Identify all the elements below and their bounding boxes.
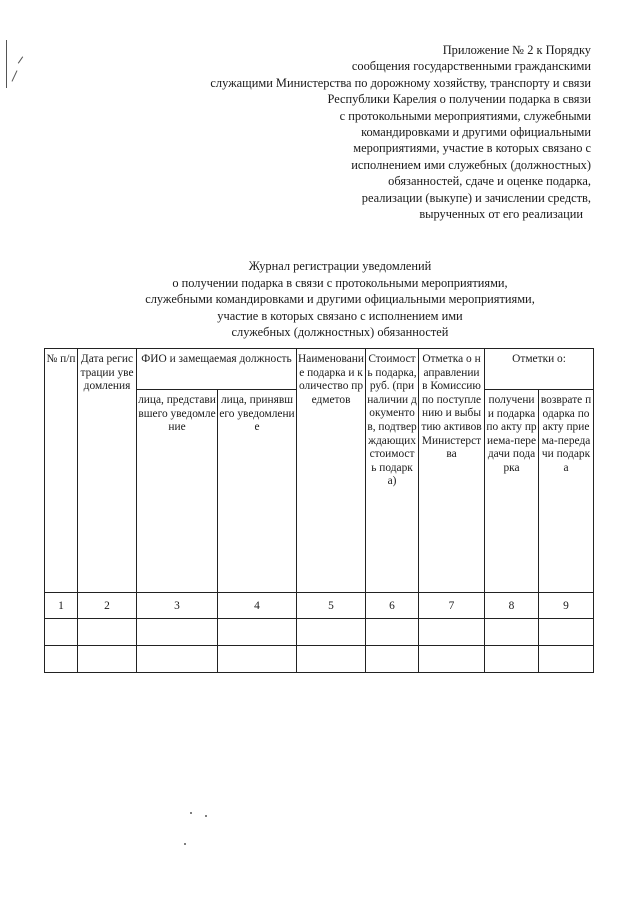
header-date: Дата регистрации уведомления — [78, 349, 137, 593]
column-number: 9 — [539, 593, 594, 619]
appendix-line: с протокольными мероприятиями, служебными — [339, 108, 591, 123]
appendix-line: Республики Карелия о получении подарка в связи — [327, 92, 591, 107]
appendix-line: вырученных от его реализации — [419, 207, 583, 222]
table-cell — [297, 619, 366, 646]
appendix-line: командировками и другими официальными — [361, 125, 591, 140]
header-cost: Стоимость подарка, руб. (при наличии документов, подтверждающих стоимость подарка) — [366, 349, 419, 593]
registration-journal-table — [44, 348, 594, 673]
appendix-line: исполнением ими служебных (должностных) — [351, 157, 591, 172]
table-cell — [366, 619, 419, 646]
appendix-line: сообщения государственными гражданскими — [351, 59, 591, 74]
scan-dot — [184, 843, 186, 845]
header-fio-receiver: лица, принявшего уведомление — [218, 390, 297, 593]
table-cell — [366, 646, 419, 673]
appendix-note — [151, 42, 591, 222]
scan-mark — [12, 70, 18, 81]
table-cell — [218, 646, 297, 673]
header-commission: Отметка о направлении в Комиссию по поступлению и выбытию активов Министерства — [419, 349, 485, 593]
column-number: 4 — [218, 593, 297, 619]
scan-dot — [190, 812, 192, 814]
title-line: служебных (должностных) обязанностей — [231, 325, 449, 340]
header-returned: возврате подарка по акту приема-передачи подарка — [539, 390, 594, 593]
column-number: 6 — [366, 593, 419, 619]
appendix-line: Приложение № 2 к Порядку — [442, 43, 591, 57]
header-received: получении подарка по акту приема-передачи подарка — [485, 390, 539, 593]
column-number: 8 — [485, 593, 539, 619]
table-cell — [419, 646, 485, 673]
scan-mark — [18, 56, 23, 63]
column-number: 3 — [137, 593, 218, 619]
appendix-line: мероприятиями, участие в которых связано с — [353, 141, 591, 156]
table-cell — [485, 619, 539, 646]
title-line: служебными командировками и другими официальными мероприятиями, — [145, 292, 535, 307]
scan-dot — [205, 815, 207, 817]
table-cell — [78, 646, 137, 673]
header-fio-group: ФИО и замещаемая должность — [137, 349, 297, 390]
title-line: участие в которых связано с исполнением ими — [217, 308, 463, 323]
table-cell — [78, 619, 137, 646]
header-marks-group: Отметки о: — [485, 349, 594, 390]
table-cell — [539, 646, 594, 673]
column-number: 5 — [297, 593, 366, 619]
header-num: № п/п — [45, 349, 78, 593]
header-fio-submitter: лица, представившего уведомление — [137, 390, 218, 593]
title-line: Журнал регистрации уведомлений — [248, 259, 432, 273]
title-line: о получении подарка в связи с протокольными мероприятиями, — [172, 275, 508, 290]
table-cell — [137, 646, 218, 673]
column-number: 1 — [45, 593, 78, 619]
column-number: 7 — [419, 593, 485, 619]
appendix-line: обязанностей, сдаче и оценке подарка, — [388, 174, 591, 189]
table-cell — [539, 619, 594, 646]
table-cell — [485, 646, 539, 673]
table-cell — [218, 619, 297, 646]
table-cell — [45, 619, 78, 646]
journal-title — [60, 258, 620, 341]
table-cell — [297, 646, 366, 673]
column-number: 2 — [78, 593, 137, 619]
appendix-line: реализации (выкупе) и зачислении средств, — [361, 190, 591, 205]
appendix-line: служащими Министерства по дорожному хозяйству, транспорту и связи — [210, 75, 591, 90]
table-cell — [45, 646, 78, 673]
table-row — [45, 619, 594, 646]
table-cell — [419, 619, 485, 646]
scan-mark — [6, 40, 7, 88]
table-cell — [137, 619, 218, 646]
table-row — [45, 646, 594, 673]
header-gift-name: Наименование подарка и количество предметов — [297, 349, 366, 593]
